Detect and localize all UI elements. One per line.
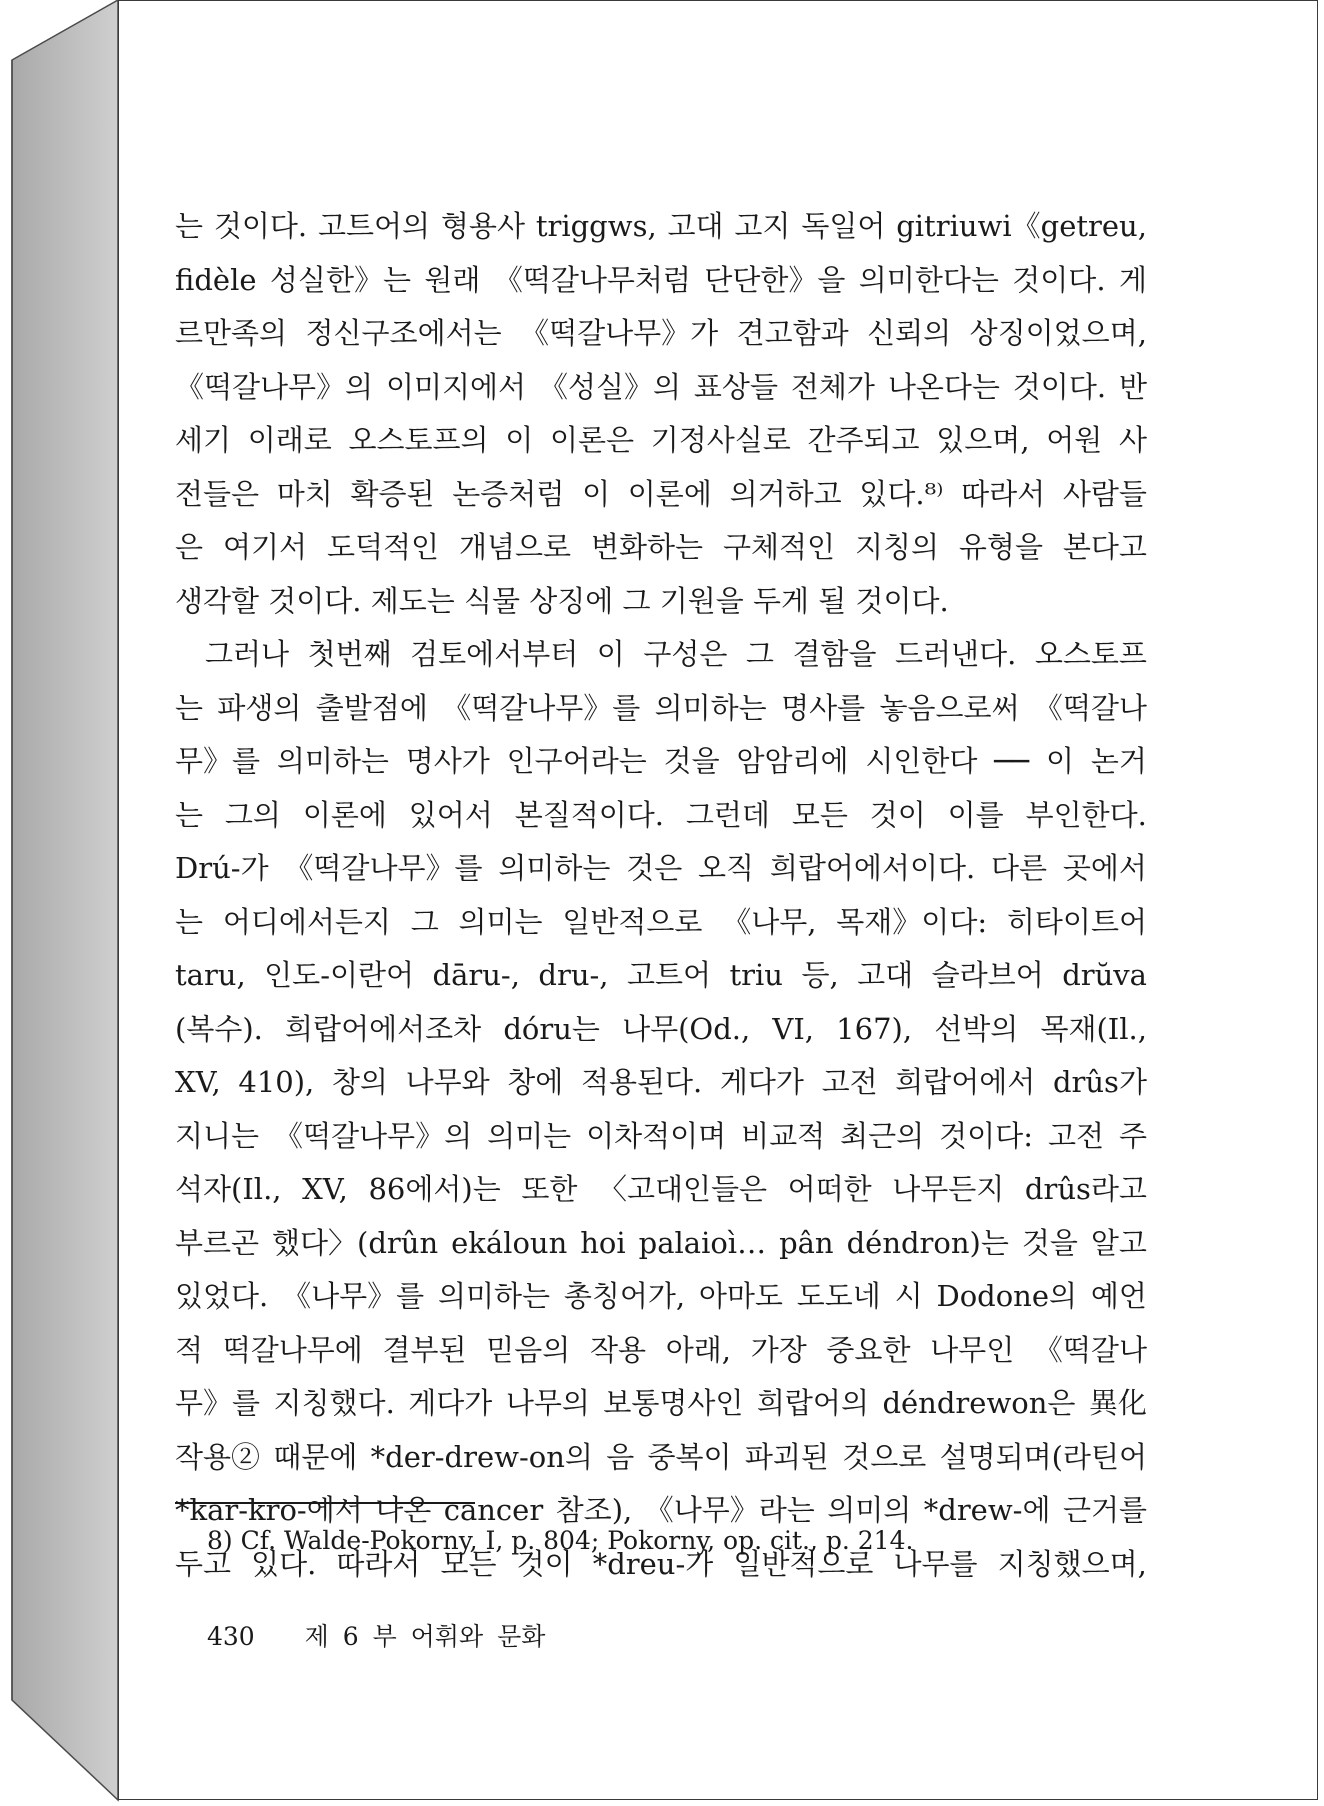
text-line: XV, 410), 창의 나무와 창에 적용된다. 게다가 고전 희랍어에서 drûs가 [175, 1065, 1147, 1099]
text-line: fidèle 성실한》는 원래 《떡갈나무처럼 단단한》을 의미한다는 것이다. 게 [175, 262, 1147, 297]
text-line: 생각할 것이다. 제도는 식물 상징에 그 기원을 두게 될 것이다. [175, 583, 949, 618]
text-line: 부르곤 했다〉(drûn ekáloun hoi palaioì… pân déndron)는 것을 알고 [175, 1225, 1147, 1260]
text-line: 지니는 《떡갈나무》의 의미는 이차적이며 비교적 최근의 것이다: 고전 주 [175, 1118, 1147, 1153]
text-line: 는 것이다. 고트어의 형용사 triggws, 고대 고지 독일어 gitriuwi《getreu, [175, 209, 1147, 243]
running-head: 제 6 부 어휘와 문화 [304, 1622, 546, 1651]
text-line: 무》를 의미하는 명사가 인구어라는 것을 암암리에 시인한다 ── 이 논거 [175, 744, 1147, 778]
text-line: 세기 이래로 오스토프의 이 이론은 기정사실로 간주되고 있으며, 어원 사 [175, 423, 1147, 457]
text-line: 적 떡갈나무에 결부된 믿음의 작용 아래, 가장 중요한 나무인 《떡갈나 [175, 1332, 1147, 1367]
text-line: 무》를 지칭했다. 게다가 나무의 보통명사인 희랍어의 déndrewon은 異化 [175, 1386, 1147, 1420]
page-footer [207, 1617, 545, 1653]
text-line: 은 여기서 도덕적인 개념으로 변화하는 구체적인 지칭의 유형을 본다고 [175, 530, 1147, 564]
text-line: 는 어디에서든지 그 의미는 일반적으로 《나무, 목재》이다: 히타이트어 [175, 904, 1147, 939]
text-line: 두고 있다. 따라서 모든 것이 *dreu-가 일반적으로 나무를 지칭했으며, [175, 1546, 1147, 1581]
footnote: 8) Cf. Walde-Pokorny, I, p. 804; Pokorny, op. cit., p. 214. [207, 1526, 914, 1555]
page-number: 430 [207, 1622, 255, 1651]
text-line: 는 파생의 출발점에 《떡갈나무》를 의미하는 명사를 놓음으로써 《떡갈나 [175, 690, 1147, 725]
text-line: 《떡갈나무》의 이미지에서 《성실》의 표상들 전체가 나온다는 것이다. 반 [175, 369, 1147, 404]
text-line: 그러나 첫번째 검토에서부터 이 구성은 그 결함을 드러낸다. 오스토프 [205, 637, 1147, 671]
text-line: 있었다. 《나무》를 의미하는 총칭어가, 아마도 도도네 시 Dodone의 예언 [175, 1279, 1147, 1313]
text-line: 작용② 때문에 *der-drew-on의 음 중복이 파괴된 것으로 설명되며(라틴어 [175, 1439, 1147, 1474]
text-line: 는 그의 이론에 있어서 본질적이다. 그런데 모든 것이 이를 부인한다. [175, 797, 1147, 832]
text-line: (복수). 희랍어에서조차 dóru는 나무(Od., VI, 167), 선박의 목재(Il., [175, 1011, 1147, 1046]
text-line: Drú-가 《떡갈나무》를 의미하는 것은 오직 희랍어에서이다. 다른 곳에서 [175, 851, 1147, 885]
body-text [175, 200, 1147, 1591]
text-line: 전들은 마치 확증된 논증처럼 이 이론에 의거하고 있다.⁸⁾ 따라서 사람들 [175, 476, 1147, 511]
text-line: 르만족의 정신구조에서는 《떡갈나무》가 견고함과 신뢰의 상징이었으며, [175, 316, 1147, 350]
text-line: 석자(Il., XV, 86에서)는 또한 〈고대인들은 어떠한 나무든지 drûs라고 [175, 1172, 1147, 1206]
text-line: taru, 인도-이란어 dāru-, dru-, 고트어 triu 등, 고대 슬라브어 drŭva [175, 958, 1147, 992]
text-line: *kar-kro-에서 나온 cancer 참조), 《나무》라는 의미의 *drew-에 근거를 [175, 1493, 1147, 1527]
footnote-divider [175, 1502, 475, 1504]
